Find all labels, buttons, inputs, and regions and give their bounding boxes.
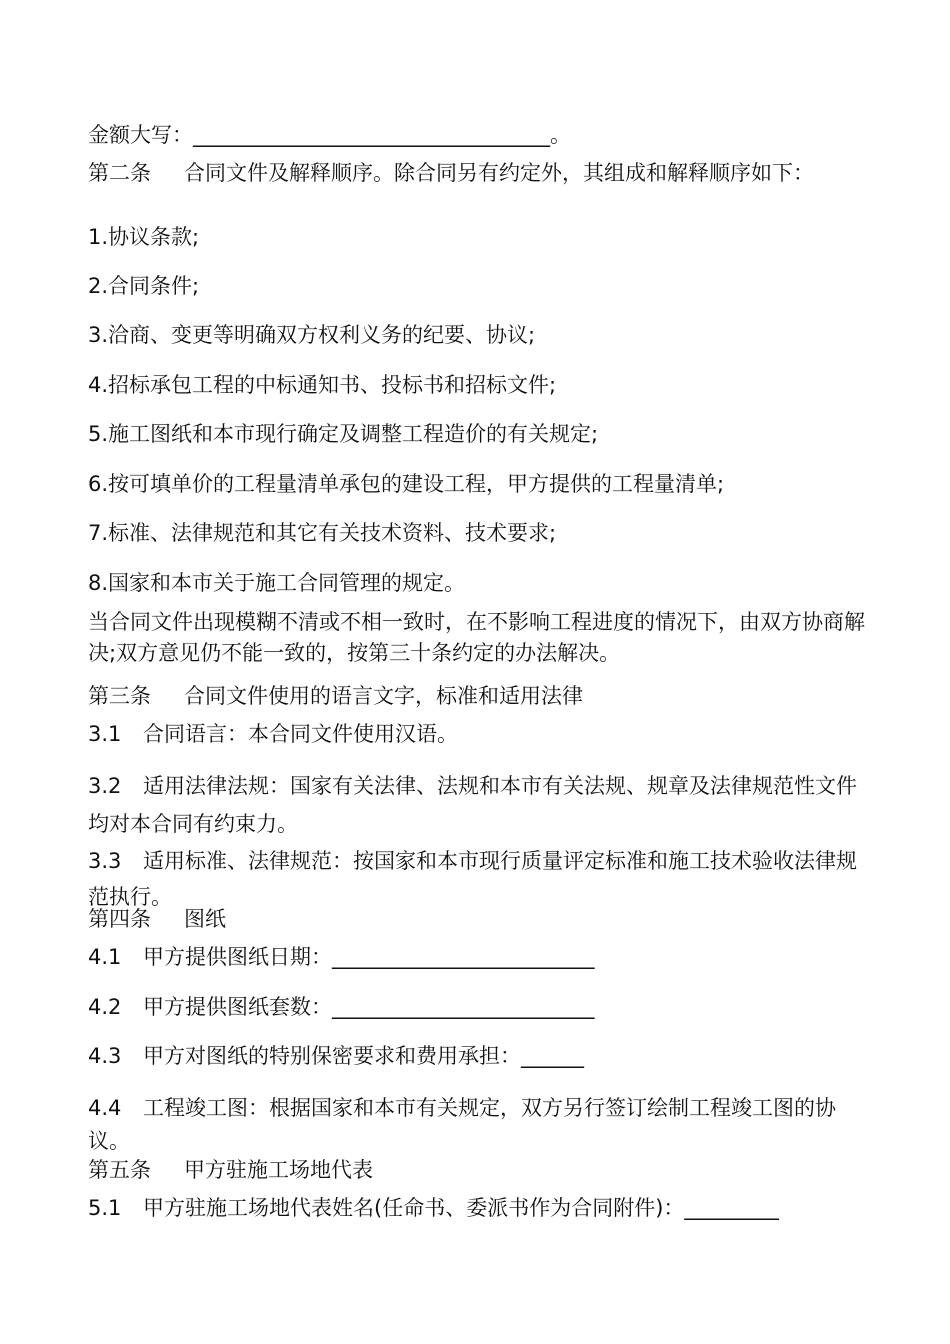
clause-number: 4.3: [88, 1044, 122, 1068]
article-label: 第二条: [88, 161, 151, 185]
clause-text: 甲方对图纸的特别保密要求和费用承担：______: [143, 1044, 584, 1068]
clause-number: 4.1: [88, 945, 122, 969]
clause-text: 合同语言：本合同文件使用汉语。: [143, 722, 458, 746]
list-item: 8.国家和本市关于施工合同管理的规定。: [88, 571, 466, 595]
clause-3-1: [88, 719, 868, 749]
clause-number: 3.3: [88, 849, 122, 873]
list-item: 1.协议条款;: [88, 225, 200, 249]
clause-number: 4.4: [88, 1096, 122, 1120]
list-item: 2.合同条件;: [88, 274, 200, 298]
article-3-heading: [88, 681, 868, 711]
clause-3-2: [88, 767, 868, 843]
article-label: 第四条: [88, 907, 151, 931]
list-item: 7.标准、法律规范和其它有关技术资料、技术要求;: [88, 521, 557, 545]
clause-text: 甲方提供图纸套数：_________________________: [143, 995, 595, 1019]
article-5-heading: [88, 1155, 868, 1185]
clause-4-2: [88, 992, 868, 1022]
clause-number: 4.2: [88, 995, 122, 1019]
article-label: 第五条: [88, 1158, 151, 1182]
clause-text: 甲方提供图纸日期：_________________________: [143, 945, 595, 969]
article-title: 合同文件使用的语言文字，标准和适用法律: [184, 684, 583, 708]
clause-text: 适用标准、法律规范：按国家和本市现行质量评定标准和施工技术验收法律规范执行。: [88, 849, 857, 909]
list-item: 5.施工图纸和本市现行确定及调整工程造价的有关规定;: [88, 422, 599, 446]
list-item: 6.按可填单价的工程量清单承包的建设工程，甲方提供的工程量清单;: [88, 472, 725, 496]
list-item: 3.洽商、变更等明确双方权利义务的纪要、协议;: [88, 323, 536, 347]
clause-number: 5.1: [88, 1196, 122, 1220]
article-2-heading: [88, 160, 868, 187]
clause-number: 3.2: [88, 774, 122, 798]
clause-number: 3.1: [88, 722, 122, 746]
article-title: 合同文件及解释顺序。除合同另有约定外，其组成和解释顺序如下：: [184, 161, 814, 185]
clause-5-1: [88, 1193, 868, 1223]
article-4-heading: [88, 904, 868, 934]
list-item: 4.招标承包工程的中标通知书、投标书和招标文件;: [88, 373, 557, 397]
article-title: 甲方驻施工场地代表: [184, 1158, 373, 1182]
article-label: 第三条: [88, 684, 151, 708]
clause-text: 工程竣工图：根据国家和本市有关规定，双方另行签订绘制工程竣工图的协议。: [88, 1096, 836, 1153]
clause-text: 甲方驻施工场地代表姓名(任命书、委派书作为合同附件)：_________: [143, 1196, 779, 1220]
conflict-resolution-paragraph: 当合同文件出现模糊不清或不相一致时，在不影响工程进度的情况下，由双方协商解决;双方意见仍不能一致的，按第三十条约定的办法解决。: [88, 610, 865, 665]
clause-text: 适用法律法规：国家有关法律、法规和本市有关法规、规章及法律规范性文件均对本合同有约束力。: [88, 774, 857, 836]
amount-in-words-line: 金额大写：__________________________________。: [88, 123, 571, 147]
clause-4-4: [88, 1092, 868, 1158]
clause-4-1: [88, 942, 868, 972]
clause-4-3: [88, 1041, 868, 1071]
article-title: 图纸: [184, 907, 226, 931]
